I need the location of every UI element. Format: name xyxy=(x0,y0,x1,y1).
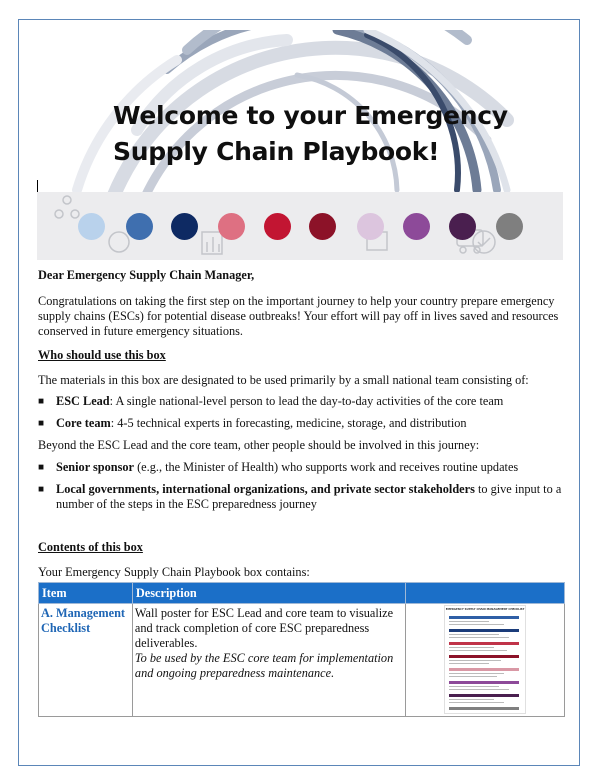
banner-title-line-2: Supply Chain Playbook! xyxy=(113,137,440,166)
color-dot-4 xyxy=(218,213,245,240)
bullet-square-icon: ■ xyxy=(38,484,45,495)
salutation: Dear Emergency Supply Chain Manager, xyxy=(38,268,255,282)
who-heading: Who should use this box xyxy=(38,348,166,362)
faint-icons xyxy=(37,192,563,260)
banner-title-line-1: Welcome to your Emergency xyxy=(113,101,508,130)
item-description: Wall poster for ESC Lead and core team to visualize and track completion of core ESC preparedness deliverables. xyxy=(134,606,394,650)
color-dot-3 xyxy=(171,213,198,240)
bullet-stakeholders xyxy=(38,482,566,512)
contents-table xyxy=(38,582,565,717)
color-dot-9 xyxy=(449,213,476,240)
checklist-thumbnail xyxy=(444,605,526,714)
color-dot-6 xyxy=(309,213,336,240)
color-dot-5 xyxy=(264,213,291,240)
table-row xyxy=(39,604,565,717)
bullet-core-team xyxy=(38,416,566,431)
bullet-senior-sponsor xyxy=(38,460,566,475)
bullet-square-icon: ■ xyxy=(38,418,45,429)
bullet-square-icon: ■ xyxy=(38,462,45,473)
text-cursor[interactable] xyxy=(37,180,38,192)
bullet-esc-lead xyxy=(38,394,566,409)
color-dot-2 xyxy=(126,213,153,240)
item-label: A. Management Checklist xyxy=(41,606,126,635)
bullet-rest: : A single national-level person to lead the day-to-day activities of the core team xyxy=(109,394,504,408)
col-preview-header xyxy=(406,583,565,604)
thumbnail-graphic xyxy=(445,612,523,712)
bullet-bold: Core team xyxy=(56,416,111,430)
icon-strip xyxy=(37,192,563,260)
bullet-rest: : 4-5 technical experts in forecasting, medicine, storage, and distribution xyxy=(110,416,467,430)
banner-title xyxy=(113,98,508,170)
thumbnail-title: EMERGENCY SUPPLY CHAIN MANAGEMENT CHECKLIST xyxy=(445,608,525,611)
bullet-bold: Senior sponsor xyxy=(56,460,135,474)
bullet-bold: Local governments, international organizations, and private sector stakeholders xyxy=(56,482,475,496)
intro-paragraph: Congratulations on taking the first step on the important journey to help your country prepare emergency supply chains (ESCs) for potential disease outbreaks! Your effort will pay off in lives saved and resources conserved in future emergency situations. xyxy=(38,294,559,338)
color-dot-10 xyxy=(496,213,523,240)
contents-heading: Contents of this box xyxy=(38,540,143,554)
bullet-bold: ESC Lead xyxy=(56,394,110,408)
item-usage-note: To be used by the ESC core team for implementation and ongoing preparedness maintenance. xyxy=(134,651,394,680)
table-header-row xyxy=(39,583,565,604)
color-dot-7 xyxy=(357,213,384,240)
bullet-rest: to give input to a number of the steps in the ESC preparedness journey xyxy=(56,482,562,511)
color-dot-8 xyxy=(403,213,430,240)
col-description-header: Description xyxy=(132,583,405,604)
who-lead-in: The materials in this box are designated to be used primarily by a small national team consisting of: xyxy=(38,373,529,387)
color-dot-1 xyxy=(78,213,105,240)
bullet-rest: (e.g., the Minister of Health) who supports work and receives routine updates xyxy=(134,460,519,474)
contents-lead-in: Your Emergency Supply Chain Playbook box contains: xyxy=(38,565,310,579)
preview-cell xyxy=(406,604,565,717)
item-cell xyxy=(39,604,133,717)
beyond-paragraph: Beyond the ESC Lead and the core team, other people should be involved in this journey: xyxy=(38,438,480,452)
description-cell xyxy=(132,604,405,717)
bullet-square-icon: ■ xyxy=(38,396,45,407)
col-item-header: Item xyxy=(39,583,133,604)
header-banner xyxy=(37,30,563,260)
